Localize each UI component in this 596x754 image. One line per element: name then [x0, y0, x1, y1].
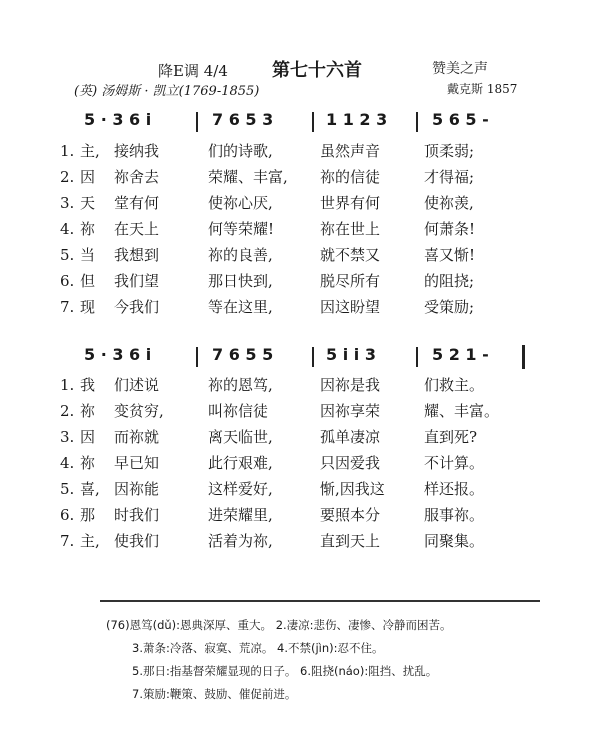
lyric: 这样爱好,	[208, 480, 273, 498]
lyric: 叫祢信徒	[208, 402, 269, 420]
verse-line	[60, 190, 540, 216]
lyric: 同聚集。	[424, 532, 485, 550]
lyric: 样还报。	[424, 480, 485, 498]
verses-part-1	[60, 138, 540, 320]
lyric: 时我们	[114, 506, 160, 524]
verse-line	[60, 138, 540, 164]
lyric: 等在这里,	[208, 298, 273, 316]
measure-2: 7 6 5 3	[212, 110, 274, 129]
lyric: 何萧条!	[424, 220, 476, 238]
lyric: 就不禁又	[320, 246, 381, 264]
lyric: 在天上	[114, 220, 160, 238]
lyric: 因	[80, 168, 96, 186]
lyric: 活着为祢,	[208, 532, 273, 550]
bar-line	[312, 347, 314, 367]
lyric: 顶柔弱;	[424, 142, 475, 160]
verse-line	[60, 294, 540, 320]
verse-line	[60, 242, 540, 268]
lyric: 祢	[80, 220, 96, 238]
verses-part-2	[60, 372, 540, 554]
composer-credit: 戴克斯 1857	[447, 82, 518, 96]
verse-line	[60, 450, 540, 476]
lyric: 孤单凄凉	[320, 428, 381, 446]
verse-number: 1.	[60, 376, 75, 394]
lyric: 们救主。	[424, 376, 485, 394]
lyric: 我们望	[114, 272, 160, 290]
lyric: 祢	[80, 454, 96, 472]
verse-number: 1.	[60, 142, 75, 160]
lyricist-credit: (英) 汤姆斯 · 凯立(1769-1855)	[74, 84, 260, 99]
verse-line	[60, 502, 540, 528]
lyric: 而祢就	[114, 428, 160, 446]
lyric: 那日快到,	[208, 272, 273, 290]
lyric: 祢的信徒	[320, 168, 381, 186]
lyric: 因这盼望	[320, 298, 381, 316]
lyric: 堂有何	[114, 194, 160, 212]
notation-line-1	[84, 110, 524, 132]
lyric: 才得福;	[424, 168, 475, 186]
verse-number: 6.	[60, 506, 75, 524]
lyric: 荣耀、丰富,	[208, 168, 288, 186]
lyric: 们的诗歌,	[208, 142, 273, 160]
lyric: 早已知	[114, 454, 160, 472]
lyric: 惭,因我这	[320, 480, 385, 498]
lyric: 因祢享荣	[320, 402, 381, 420]
verse-number: 7.	[60, 298, 75, 316]
footnote-divider	[100, 600, 540, 602]
lyric: 的阻挠;	[424, 272, 475, 290]
lyric: 祢的恩笃,	[208, 376, 273, 394]
lyric: 此行艰难,	[208, 454, 273, 472]
bar-line	[312, 112, 314, 132]
lyric: 我想到	[114, 246, 160, 264]
verse-number: 2.	[60, 402, 75, 420]
verse-number: 6.	[60, 272, 75, 290]
verse-number: 4.	[60, 454, 75, 472]
lyric: 要照本分	[320, 506, 381, 524]
glossary-line: 5.那日:指基督荣耀显现的日子。 6.阻挠(náo):阻挡、扰乱。	[132, 664, 438, 678]
verse-number: 7.	[60, 532, 75, 550]
bar-line	[416, 112, 418, 132]
lyric: 主,	[80, 142, 100, 160]
lyric: 离天临世,	[208, 428, 273, 446]
verse-line	[60, 528, 540, 554]
lyric: 因祢能	[114, 480, 160, 498]
measure-1: 5 · 3 6 i	[84, 110, 152, 129]
verse-number: 3.	[60, 428, 75, 446]
measure-3: 5 i i 3	[326, 345, 376, 364]
verse-line	[60, 476, 540, 502]
lyric: 因祢是我	[320, 376, 381, 394]
bar-line	[196, 347, 198, 367]
lyric: 进荣耀里,	[208, 506, 273, 524]
lyric: 那	[80, 506, 96, 524]
lyric: 但	[80, 272, 96, 290]
lyric: 服事祢。	[424, 506, 485, 524]
verse-line	[60, 372, 540, 398]
lyric: 现	[80, 298, 96, 316]
notation-line-2	[84, 345, 524, 367]
lyric: 主,	[80, 532, 100, 550]
verse-number: 5.	[60, 246, 75, 264]
lyric: 接纳我	[114, 142, 160, 160]
lyric: 脱尽所有	[320, 272, 381, 290]
measure-1: 5 · 3 6 i	[84, 345, 152, 364]
lyric: 何等荣耀!	[208, 220, 275, 238]
lyric: 虽然声音	[320, 142, 381, 160]
lyric: 只因爱我	[320, 454, 381, 472]
verse-line	[60, 424, 540, 450]
lyric: 世界有何	[320, 194, 381, 212]
verse-number: 5.	[60, 480, 75, 498]
lyric: 祢的良善,	[208, 246, 273, 264]
lyric: 变贫穷,	[114, 402, 164, 420]
lyric: 祢舍去	[114, 168, 160, 186]
final-bar-line	[522, 345, 525, 369]
lyric: 不计算。	[424, 454, 485, 472]
measure-3: 1 1 2 3	[326, 110, 388, 129]
glossary-line: 7.策励:鞭策、鼓励、催促前进。	[132, 687, 297, 701]
lyric: 祢	[80, 402, 96, 420]
glossary-line: (76)恩笃(dǔ):恩典深厚、重大。 2.凄凉:悲伤、凄惨、冷静而困苦。	[106, 618, 452, 632]
measure-2: 7 6 5 5	[212, 345, 274, 364]
lyric: 受策励;	[424, 298, 475, 316]
verse-line	[60, 216, 540, 242]
lyric: 使祢羡,	[424, 194, 474, 212]
lyric: 使祢心厌,	[208, 194, 273, 212]
verse-line	[60, 398, 540, 424]
lyric: 耀、丰富。	[424, 402, 500, 420]
hymn-title: 第七十六首	[272, 60, 362, 81]
lyric: 喜又惭!	[424, 246, 476, 264]
verse-line	[60, 164, 540, 190]
lyric: 使我们	[114, 532, 160, 550]
measure-4: 5 6 5 -	[432, 110, 489, 129]
bar-line	[196, 112, 198, 132]
lyric: 直到天上	[320, 532, 381, 550]
verse-number: 3.	[60, 194, 75, 212]
lyric: 祢在世上	[320, 220, 381, 238]
key-signature: 降E调 4/4	[158, 62, 228, 80]
verse-number: 2.	[60, 168, 75, 186]
verse-number: 4.	[60, 220, 75, 238]
lyric: 们述说	[114, 376, 160, 394]
hymnal-source: 赞美之声	[432, 61, 488, 77]
lyric: 天	[80, 194, 96, 212]
lyric: 喜,	[80, 480, 100, 498]
lyric: 今我们	[114, 298, 160, 316]
bar-line	[416, 347, 418, 367]
verse-line	[60, 268, 540, 294]
measure-4: 5 2 1 -	[432, 345, 489, 364]
lyric: 直到死?	[424, 428, 478, 446]
lyric: 当	[80, 246, 96, 264]
lyric: 我	[80, 376, 96, 394]
glossary-line: 3.萧条:冷落、寂寞、荒凉。 4.不禁(jìn):忍不住。	[132, 641, 384, 655]
lyric: 因	[80, 428, 96, 446]
